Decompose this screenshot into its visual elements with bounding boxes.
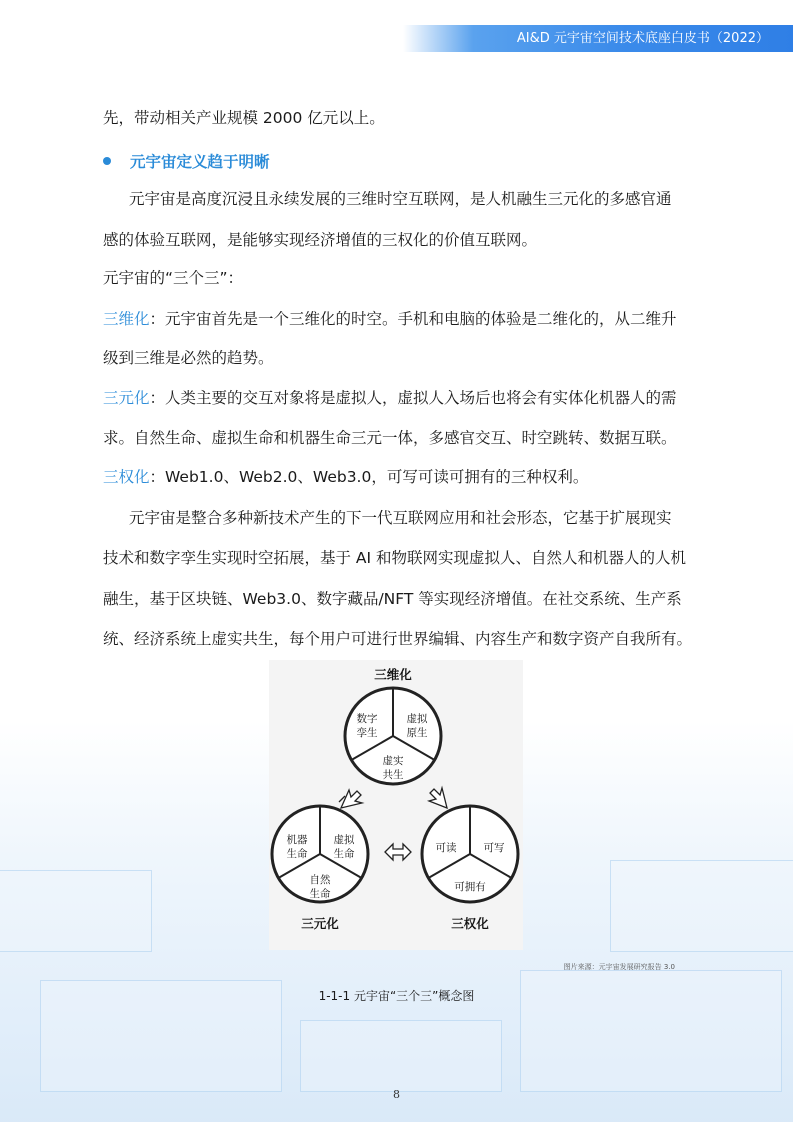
- item-label: 三权化: [103, 468, 150, 486]
- header-ribbon: [403, 25, 793, 52]
- double-arrow-icon: [385, 844, 411, 860]
- item-label: 三元化: [103, 389, 150, 407]
- text-line: 感的体验互联网，是能够实现经济增值的三权化的价值互联网。: [103, 231, 538, 249]
- item-text: ：Web1.0、Web2.0、Web3.0，可写可读可拥有的三种权利。: [149, 468, 589, 486]
- item-text: ：元宇宙首先是一个三维化的时空。手机和电脑的体验是二维化的，从二维升: [149, 310, 677, 328]
- svg-text:可拥有: 可拥有: [454, 881, 486, 893]
- svg-text:虚实: 虚实: [382, 755, 404, 767]
- right-circle-title: 三权化: [451, 916, 489, 931]
- svg-text:共生: 共生: [382, 769, 404, 781]
- text-line: 求。自然生命、虚拟生命和机器生命三元一体，多感官交互、时空跳转、数据互联。: [103, 429, 677, 447]
- text-line: 融生，基于区块链、Web3.0、数字藏品/NFT 等实现经济增值。在社交系统、生产系: [103, 590, 682, 608]
- svg-text:生命: 生命: [286, 848, 308, 860]
- bullet-dot-icon: [103, 157, 111, 165]
- double-arrow-icon: [429, 788, 447, 808]
- item-three-rights: [103, 465, 588, 487]
- item-label: 三维化: [103, 310, 150, 328]
- text-line: 元宇宙的“三个三”：: [103, 269, 244, 287]
- double-arrow-icon: [339, 790, 362, 808]
- svg-text:自然: 自然: [309, 874, 331, 886]
- svg-text:数字: 数字: [356, 713, 378, 725]
- right-circle: [422, 806, 518, 902]
- left-circle: [272, 806, 368, 902]
- svg-text:生命: 生命: [309, 888, 331, 900]
- svg-text:孪生: 孪生: [356, 727, 378, 739]
- figure-caption: 1-1-1 元宇宙“三个三”概念图: [318, 989, 475, 1003]
- svg-text:生命: 生命: [333, 848, 355, 860]
- svg-text:机器: 机器: [286, 834, 308, 846]
- top-circle-title: 三维化: [374, 667, 412, 682]
- concept-diagram: [269, 660, 523, 950]
- text-line: 元宇宙是整合多种新技术产生的下一代互联网应用和社会形态，它基于扩展现实: [129, 509, 672, 527]
- svg-text:原生: 原生: [406, 727, 428, 739]
- figure-source: 图片来源：元宇宙发展研究报告 3.0: [563, 963, 675, 971]
- section-heading: 元宇宙定义趋于明晰: [130, 153, 270, 171]
- text-line: 先，带动相关产业规模 2000 亿元以上。: [103, 109, 385, 127]
- left-circle-title: 三元化: [301, 916, 339, 931]
- text-line: 元宇宙是高度沉浸且永续发展的三维时空互联网，是人机融生三元化的多感官通: [129, 190, 672, 208]
- svg-text:可读: 可读: [435, 842, 457, 854]
- svg-text:虚拟: 虚拟: [406, 713, 428, 725]
- text-line: 技术和数字孪生实现时空拓展，基于 AI 和物联网实现虚拟人、自然人和机器人的人机: [103, 549, 687, 567]
- item-three-dimensional: [103, 307, 677, 329]
- item-three-element: [103, 386, 677, 408]
- item-text: ：人类主要的交互对象将是虚拟人，虚拟人入场后也将会有实体化机器人的需: [149, 389, 677, 407]
- page-number: 8: [393, 1088, 400, 1101]
- text-line: 级到三维是必然的趋势。: [103, 349, 274, 367]
- top-circle: [345, 688, 441, 784]
- svg-text:虚拟: 虚拟: [333, 834, 355, 846]
- svg-text:可写: 可写: [483, 842, 505, 854]
- text-line: 统、经济系统上虚实共生，每个用户可进行世界编辑、内容生产和数字资产自我所有。: [103, 630, 693, 648]
- header-title: AI&D 元宇宙空间技术底座白皮书（2022）: [516, 31, 769, 46]
- concept-diagram-svg: [269, 660, 523, 950]
